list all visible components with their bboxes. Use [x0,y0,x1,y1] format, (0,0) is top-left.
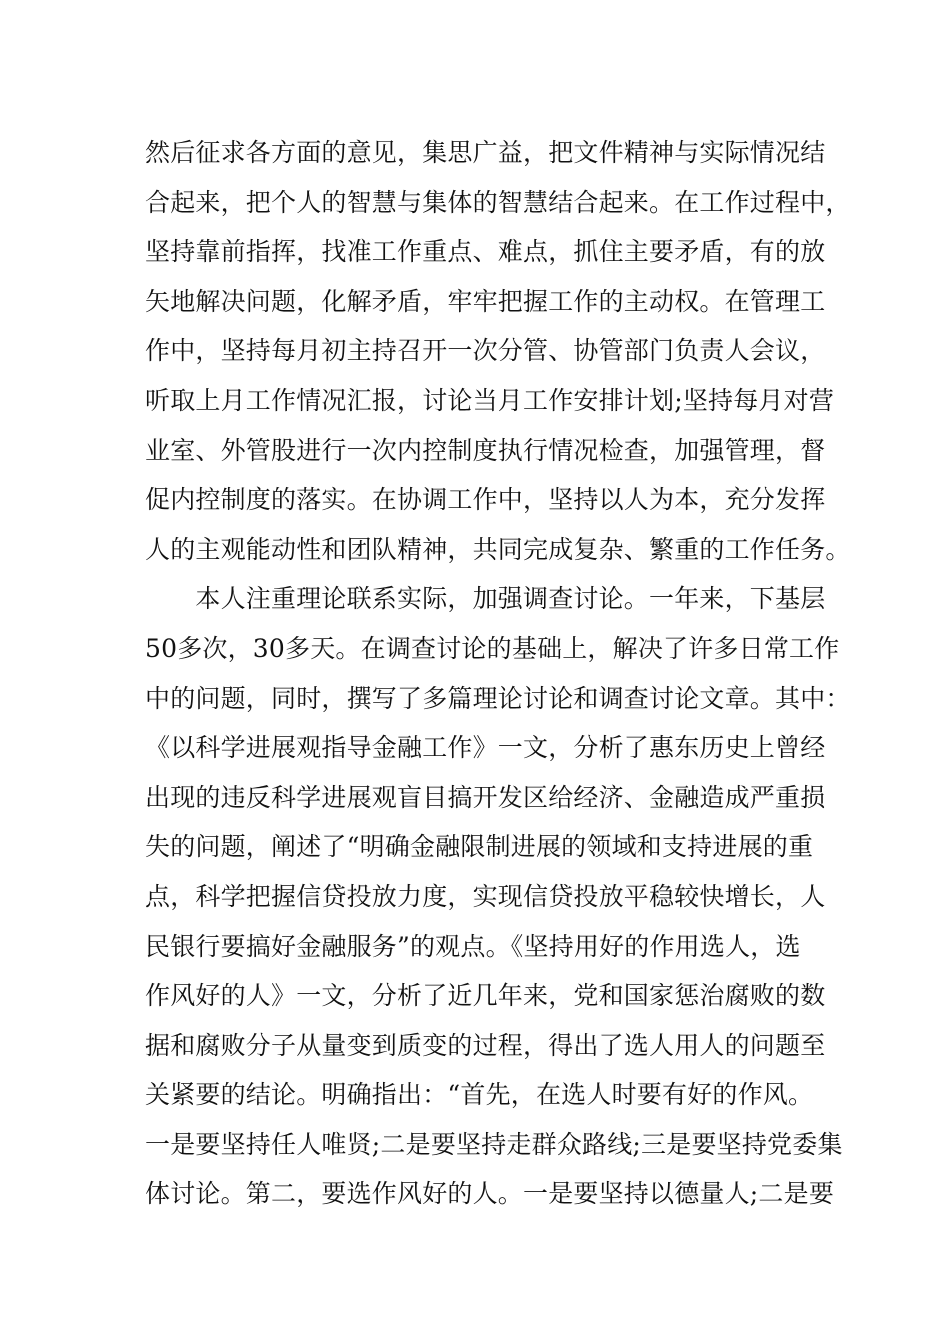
text-line: 一是要坚持任人唯贤;二是要坚持走群众路线;三是要坚持党委集 [145,1129,843,1159]
text-line: 50多次，30多天。在调查讨论的基础上，解决了许多日常工作 [145,633,840,663]
text-line: 作风好的人》一文，分析了近几年来，党和国家惩治腐败的数 [145,981,826,1011]
text-line: 据和腐败分子从量变到质变的过程，得出了选人用人的问题至 [145,1030,826,1060]
text-line: 业室、外管股进行一次内控制度执行情况检查，加强管理，督 [145,435,826,465]
text-line: 失的问题，阐述了“明确金融限制进展的领域和支持进展的重 [145,832,814,862]
text-line: 民银行要搞好金融服务”的观点。《坚持用好的作用选人，选 [145,931,801,961]
text-line: 矢地解决问题，化解矛盾，牢牢把握工作的主动权。在管理工 [145,286,826,316]
text-line: 合起来，把个人的智慧与集体的智慧结合起来。在工作过程中， [145,187,851,217]
text-line: 坚持靠前指挥，找准工作重点、难点，抓住主要矛盾，有的放 [145,237,826,267]
text-line: 出现的违反科学进展观盲目搞开发区给经济、金融造成严重损 [145,782,826,812]
text-line: 点，科学把握信贷投放力度，实现信贷投放平稳较快增长，人 [145,881,826,911]
text-line: 中的问题，同时，撰写了多篇理论讨论和调查讨论文章。其中： [145,683,851,713]
text-line: 促内控制度的落实。在协调工作中，坚持以人为本，充分发挥 [145,485,826,515]
text-line: 听取上月工作情况汇报，讨论当月工作安排计划;坚持每月对营 [145,385,835,415]
text-line: 人的主观能动性和团队精神，共同完成复杂、繁重的工作任务。 [145,534,851,564]
text-line: 体讨论。第二，要选作风好的人。一是要坚持以德量人;二是要 [145,1179,835,1209]
text-line: 作中，坚持每月初主持召开一次分管、协管部门负责人会议， [145,336,826,366]
text-line: 关紧要的结论。明确指出：“首先，在选人时要有好的作风。 [145,1080,814,1110]
paragraph-start-line: 本人注重理论联系实际，加强调查讨论。一年来，下基层 [145,584,826,614]
text-line: 《以科学进展观指导金融工作》一文，分析了惠东历史上曾经 [145,733,826,763]
text-line: 然后征求各方面的意见，集思广益，把文件精神与实际情况结 [145,138,826,167]
body-text [145,128,851,1219]
